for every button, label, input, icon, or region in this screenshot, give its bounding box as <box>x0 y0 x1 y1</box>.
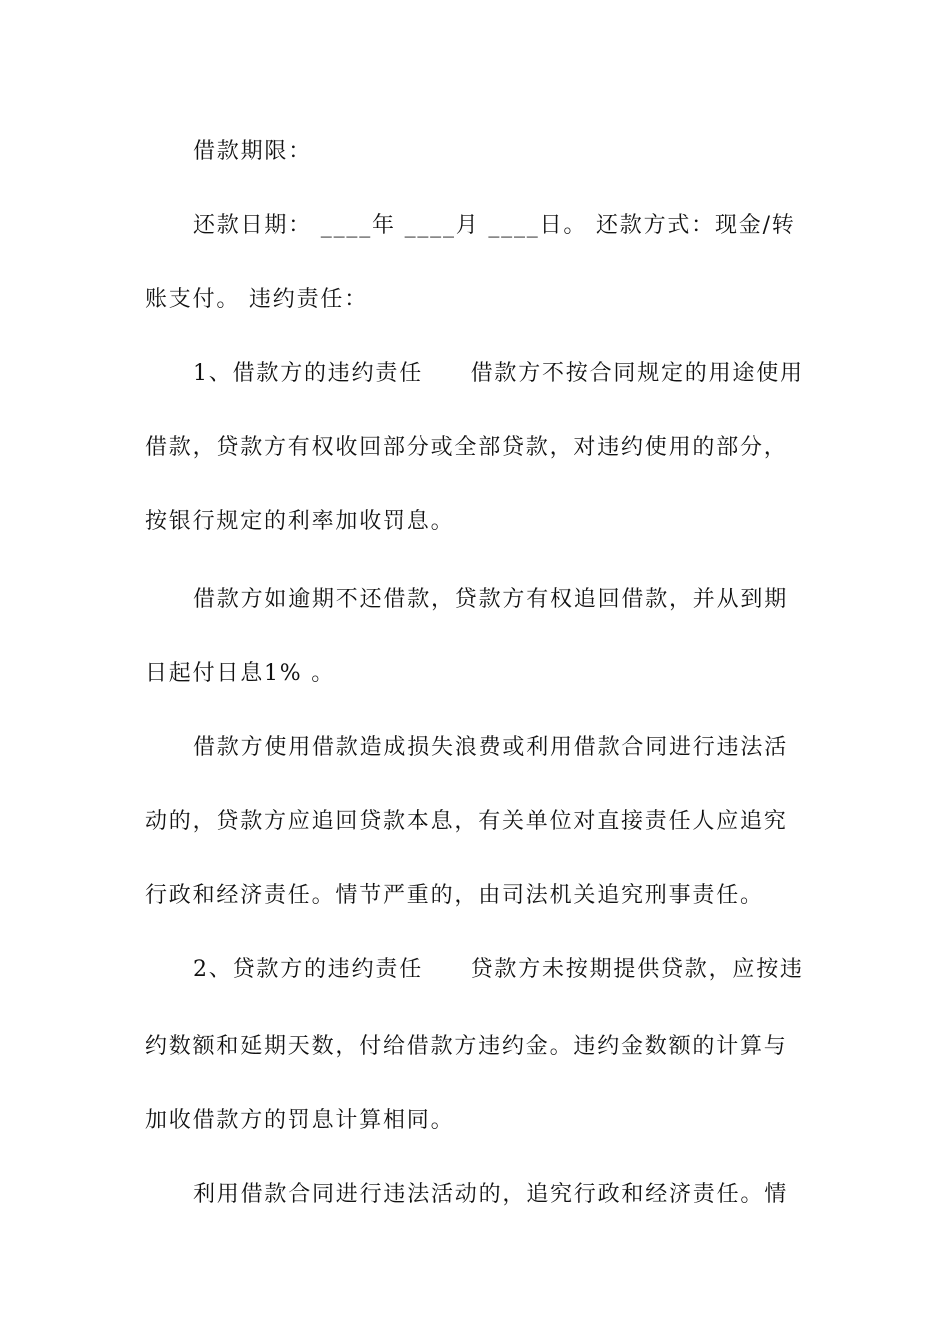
text-line: 2、贷款方的违约责任 贷款方未按期提供贷款，应按违 <box>193 957 804 982</box>
text-line: 动的，贷款方应追回贷款本息，有关单位对直接责任人应追究 <box>145 809 788 834</box>
text-line: 按银行规定的利率加收罚息。 <box>145 509 455 534</box>
text-line: 1、借款方的违约责任 借款方不按合同规定的用途使用 <box>193 361 804 386</box>
text-line: 借款，贷款方有权收回部分或全部贷款，对违约使用的部分， <box>145 435 788 460</box>
text-line: 加收借款方的罚息计算相同。 <box>145 1108 455 1133</box>
text-line: 借款期限： <box>193 139 313 164</box>
text-line: 还款日期： ____年 ____月 ____日。 还款方式：现金/转 <box>193 213 796 238</box>
text-line: 日起付日息1% 。 <box>145 661 336 686</box>
text-line: 借款方使用借款造成损失浪费或利用借款合同进行违法活 <box>193 735 789 760</box>
text-line: 约数额和延期天数，付给借款方违约金。违约金数额的计算与 <box>145 1034 788 1059</box>
text-line: 行政和经济责任。情节严重的，由司法机关追究刑事责任。 <box>145 883 764 908</box>
text-line: 借款方如逾期不还借款，贷款方有权追回借款，并从到期 <box>193 587 789 612</box>
text-line: 利用借款合同进行违法活动的，追究行政和经济责任。情 <box>193 1182 789 1207</box>
text-line: 账支付。 违约责任： <box>145 287 368 312</box>
